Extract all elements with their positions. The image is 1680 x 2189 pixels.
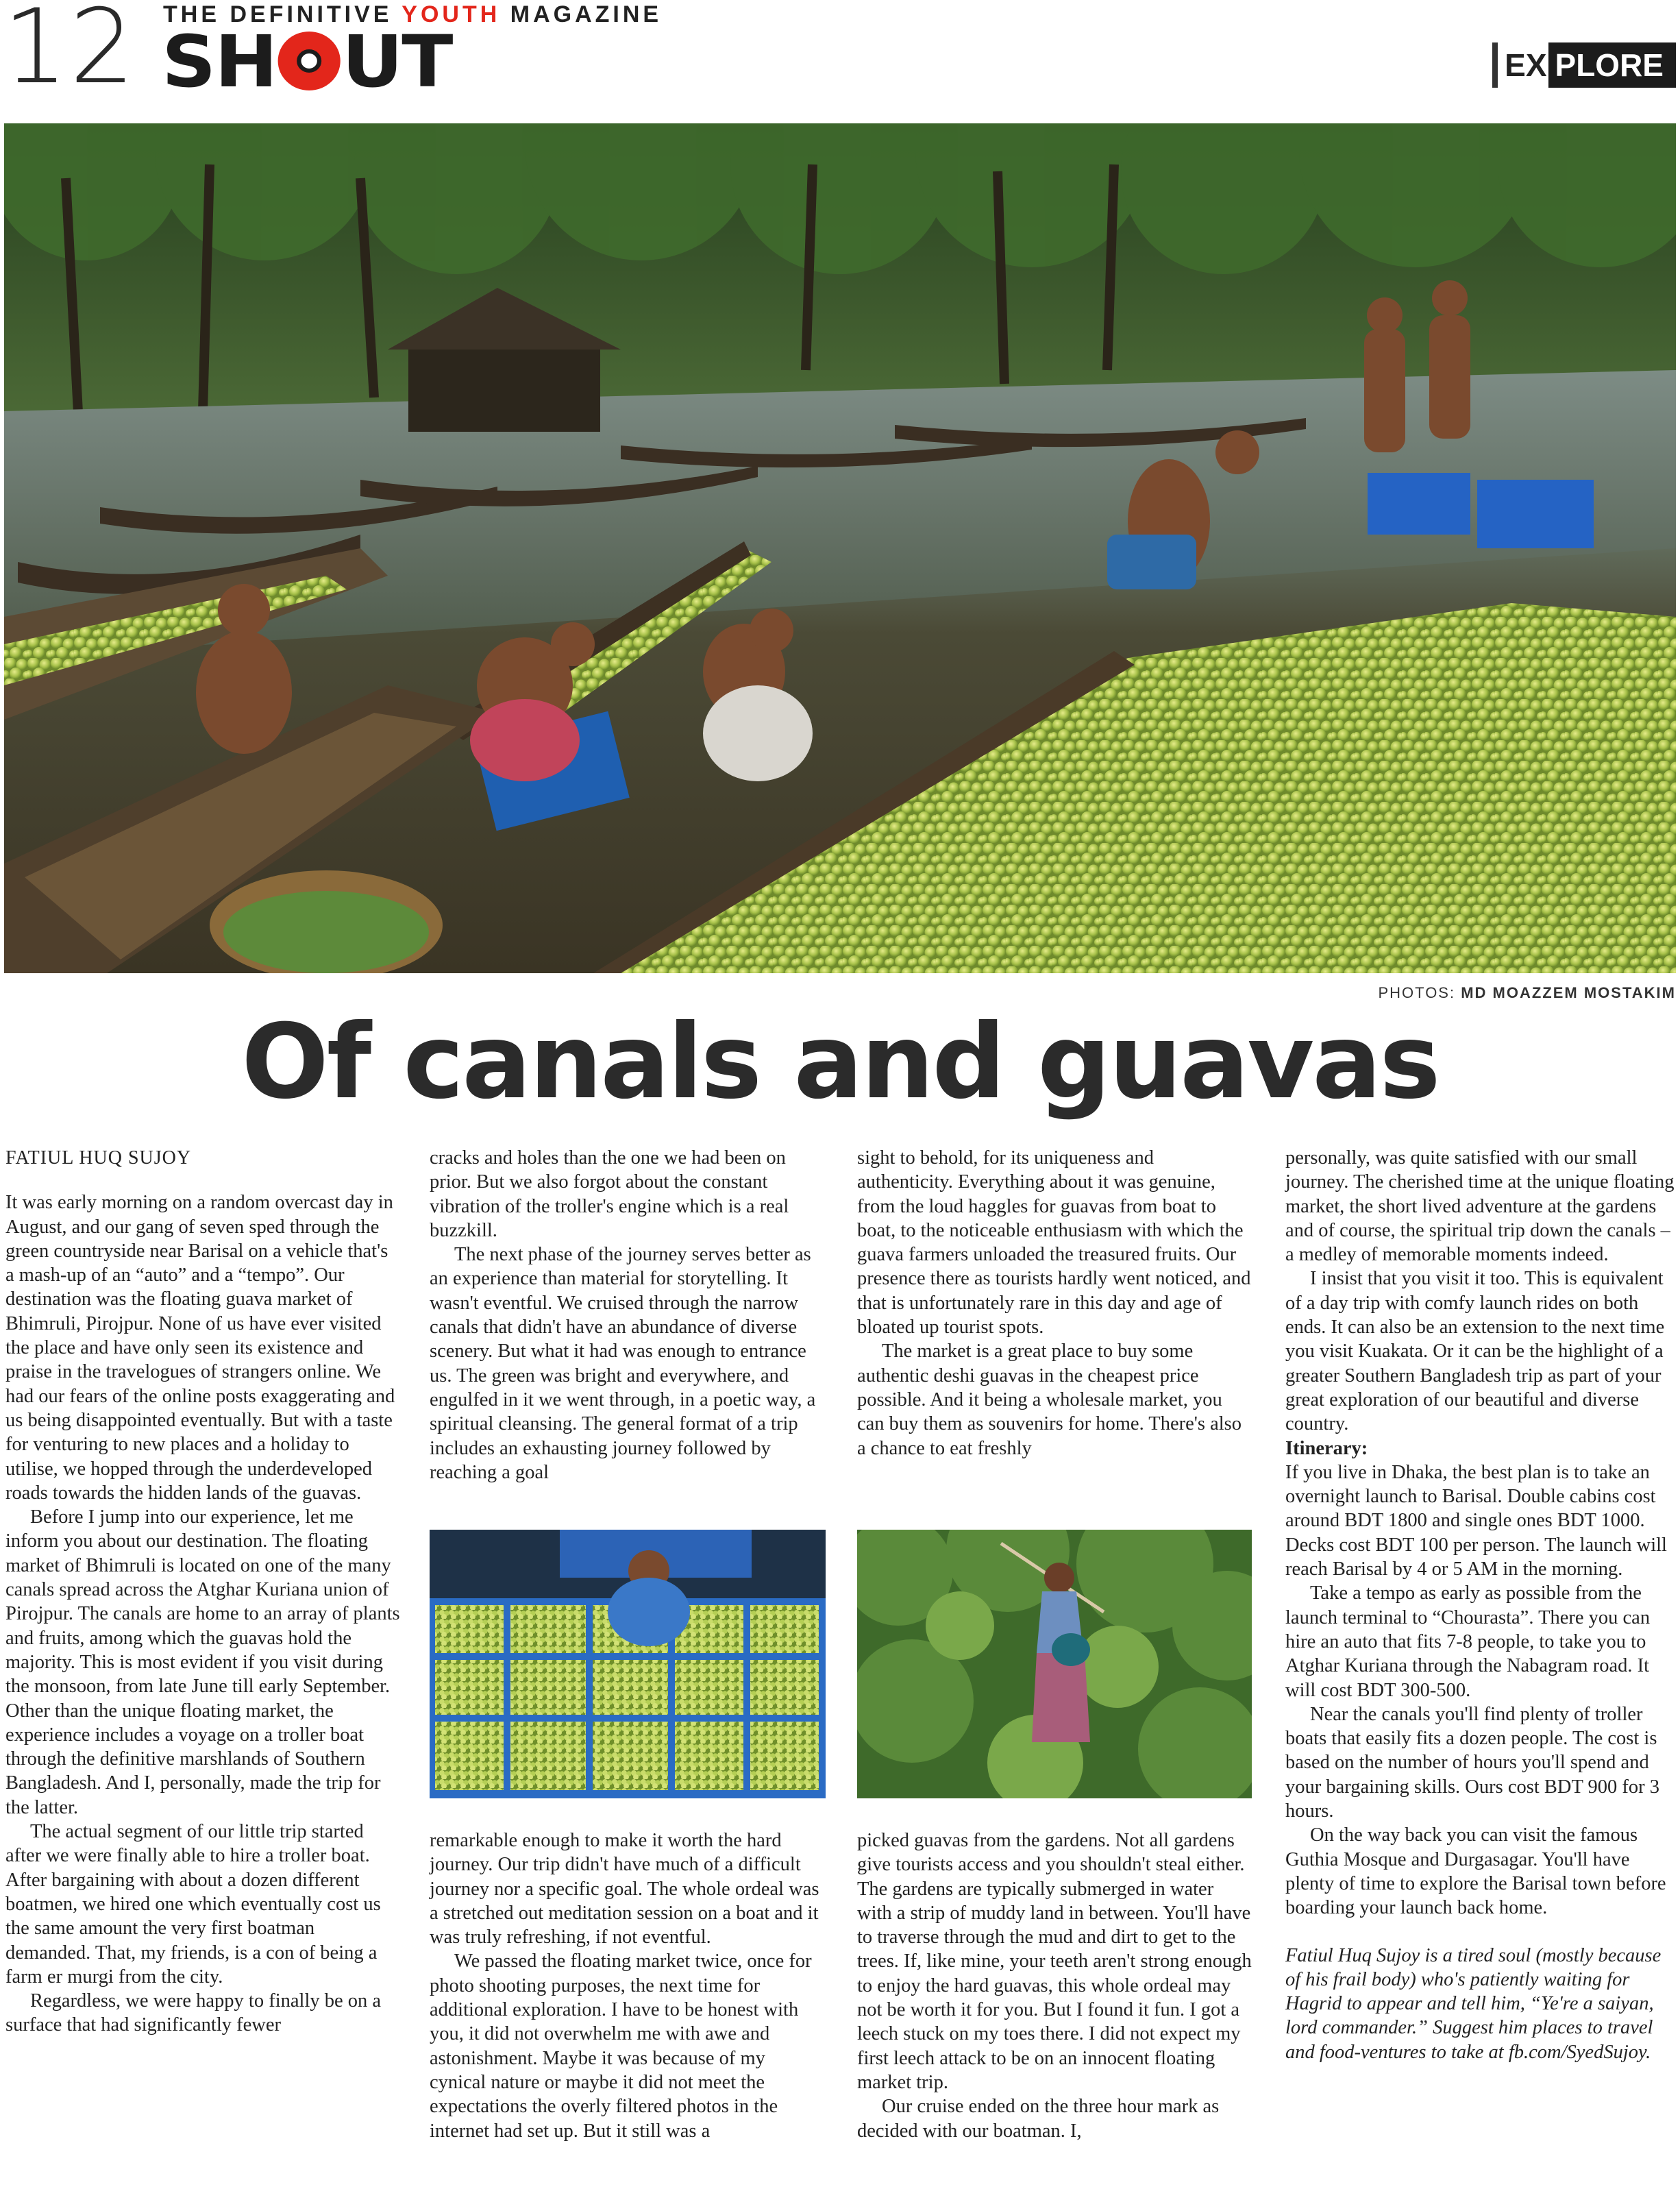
photo-credit-label: PHOTOS: xyxy=(1378,984,1461,1001)
tagline-pre: THE DEFINITIVE xyxy=(163,1,402,27)
paragraph: I insist that you visit it too. This is equivalent of a day trip with comfy launch rides on both ends. It can also be an extension to the next time you visit Kuakata. Or it can be the highlight of a greater Southern Bangladesh trip as part of your great exploration of our beautiful and diverse country. xyxy=(1285,1268,1665,1435)
itinerary-paragraph: Take a tempo as early as possible from the launch terminal to “Chourasta”. There you can hire an auto that fits 7-8 people, to take you to Atghar Kuriana through the Nabagram road. It will cost BDT 300-500. xyxy=(1285,1582,1651,1701)
itinerary-paragraph: On the way back you can visit the famous Guthia Mosque and Durgasagar. You'll have plenty of time to explore the Barisal town before boarding your launch back home. xyxy=(1285,1824,1666,1919)
itinerary-paragraph: If you live in Dhaka, the best plan is to take an overnight launch to Barisal. Double cabins cost around BDT 1800 and single ones BDT 1000. Decks cost BDT 100 per person. The launch will reach Barisal by 4 or 5 AM in the morning. xyxy=(1285,1461,1667,1580)
paragraph: personally, was quite satisfied with our small journey. The cherished time at the unique floating market, the short lived adventure at the gardens and of course, the spiritual trip down the canals – a medley of memorable moments indeed. xyxy=(1285,1147,1675,1266)
paragraph: The market is a great place to buy some authentic deshi guavas in the cheapest price possible. And it being a wholesale market, you can buy them as souvenirs for home. There's also a chance to eat freshly xyxy=(857,1341,1242,1459)
section-label xyxy=(1492,42,1676,88)
garden-illustration xyxy=(857,1530,1252,1798)
magazine-logo xyxy=(162,20,452,103)
paragraph: cracks and holes than the one we had been on prior. But we also forgot about the constant vibration of the troller's engine which is a real buzzkill. xyxy=(430,1147,789,1241)
paragraph: Regardless, we were happy to finally be on a surface that had significantly fewer xyxy=(5,1990,382,2036)
article-headline: Of canals and guavas xyxy=(241,1003,1439,1122)
article-byline: FATIUL HUQ SUJOY xyxy=(5,1147,192,1169)
hero-illustration xyxy=(4,123,1676,973)
paragraph: remarkable enough to make it worth the hard journey. Our trip didn't have much of a difficult journey nor a specific goal. The whole ordeal was a stretched out meditation session on a boat and it was truly refreshing, if not eventful. xyxy=(430,1830,819,1948)
inset-photo-guava-crates xyxy=(430,1530,826,1798)
article-column-2-bottom xyxy=(430,1829,824,2143)
logo-text-right: UT xyxy=(341,20,452,103)
paragraph: The actual segment of our little trip started after we were finally able to hire a troller boat. After bargaining with about a dozen different boatmen, we hired one which eventually cost us the same amount the very first boatman demanded. That, my friends, is a con of being a farm er murgi from the city. xyxy=(5,1821,381,1988)
section-label-ex: EX xyxy=(1505,47,1547,83)
paragraph: sight to behold, for its uniqueness and authenticity. Everything about it was genuine, from the loud haggles for guavas from boat to boat, to the noticeable enthusiasm with which the guava farmers unloaded the treasured fruits. Our presence there as tourists hardly went noticed, and that is unfortunately rare in this day and age of bloated up tourist spots. xyxy=(857,1147,1251,1338)
author-bio: Fatiul Huq Sujoy is a tired soul (mostly because of his frail body) who's patiently waiting for Hagrid to appear and tell him, “Ye're a saiyan, lord commander.” Suggest him places to travel and food-ventures to take at fb.com/SyedSujoy. xyxy=(1285,1944,1662,2063)
article-column-2-top xyxy=(430,1146,824,1484)
paragraph: It was early morning on a random overcast day in August, and our gang of seven sped through the green countryside near Barisal on a vehicle that's a mash-up of an “auto” and a “tempo”. Our destination was the floating guava market of Bhimruli, Pirojpur. None of us have ever visited the place and have only seen its existence and praise in the travelogues of strangers online. We had our fears of the online posts exaggerating and us being disappointed eventually. But with a taste for venturing to new places and a holiday to utilise, we hopped through the underdeveloped roads towards the hidden lands of the guavas. xyxy=(5,1192,395,1504)
inset-photo-guava-garden xyxy=(857,1530,1252,1798)
article-column-3-top xyxy=(857,1146,1252,1460)
paragraph: picked guavas from the gardens. Not all gardens give tourists access and you shouldn't steal either. The gardens are typically submerged in water with a strip of muddy land in between. You'll have to traverse through the mud and dirt to get to the trees. If, like mine, your teeth aren't strong enough to enjoy the hard guavas, this whole ordeal may not be worth it for you. But I found it fun. I got a leech stuck on my toes there. I did not expect my first leech attack to be on an innocent floating market trip. xyxy=(857,1830,1252,2093)
hero-photo-guava-market xyxy=(4,123,1676,973)
paragraph: Before I jump into our experience, let me inform you about our destination. The floating market of Bhimruli is located on one of the many canals spread across the Atghar Kuriana union of Pirojpur. The canals are home to an array of plants and fruits, among which the guavas hold the majority. This is most evident if you visit during the monsoon, from late June till early September. Other than the unique floating market, the experience includes a voyage on a troller boat through the definitive marshlands of Southern Bangladesh. And I, personally, made the trip for the latter. xyxy=(5,1506,400,1818)
paragraph: Our cruise ended on the three hour mark as decided with our boatman. I, xyxy=(857,2096,1220,2142)
article-column-4 xyxy=(1285,1146,1676,2064)
section-bar xyxy=(1492,42,1498,88)
tagline-post: MAGAZINE xyxy=(500,1,663,27)
article-column-3-bottom xyxy=(857,1829,1252,2143)
page-number: 12 xyxy=(3,0,136,107)
article-column-1 xyxy=(5,1146,400,2038)
logo-text-left: SH xyxy=(162,20,277,103)
logo-o-icon xyxy=(278,32,341,90)
itinerary-heading: Itinerary: xyxy=(1285,1437,1368,1459)
crates-illustration xyxy=(430,1530,826,1798)
paragraph: The next phase of the journey serves better as an experience than material for storytelling. It wasn't eventful. We cruised through the narrow canals that didn't have an abundance of diverse scenery. But what it had was enough to entrance us. The green was bright and everywhere, and engulfed in it we went through, in a poetic way, a spiritual cleansing. The general format of a trip includes an exhausting journey followed by reaching a goal xyxy=(430,1244,816,1483)
paragraph: We passed the floating market twice, once for photo shooting purposes, the next time for additional exploration. I have to be honest with you, it did not overwhelm me with awe and astonishment. Maybe it was because of my cynical nature or maybe it did not meet the expectations the overly filtered photos in the internet had set up. But it still was a xyxy=(430,1950,812,2142)
itinerary-paragraph: Near the canals you'll find plenty of troller boats that easily fits a dozen people. The cost is based on the number of hours you'll spend and your bargaining skills. Ours cost BDT 900 for 3 hours. xyxy=(1285,1703,1659,1822)
photo-credit-name: MD MOAZZEM MOSTAKIM xyxy=(1461,984,1676,1001)
section-label-plore: PLORE xyxy=(1548,42,1676,88)
tagline-highlight: YOUTH xyxy=(402,1,501,27)
